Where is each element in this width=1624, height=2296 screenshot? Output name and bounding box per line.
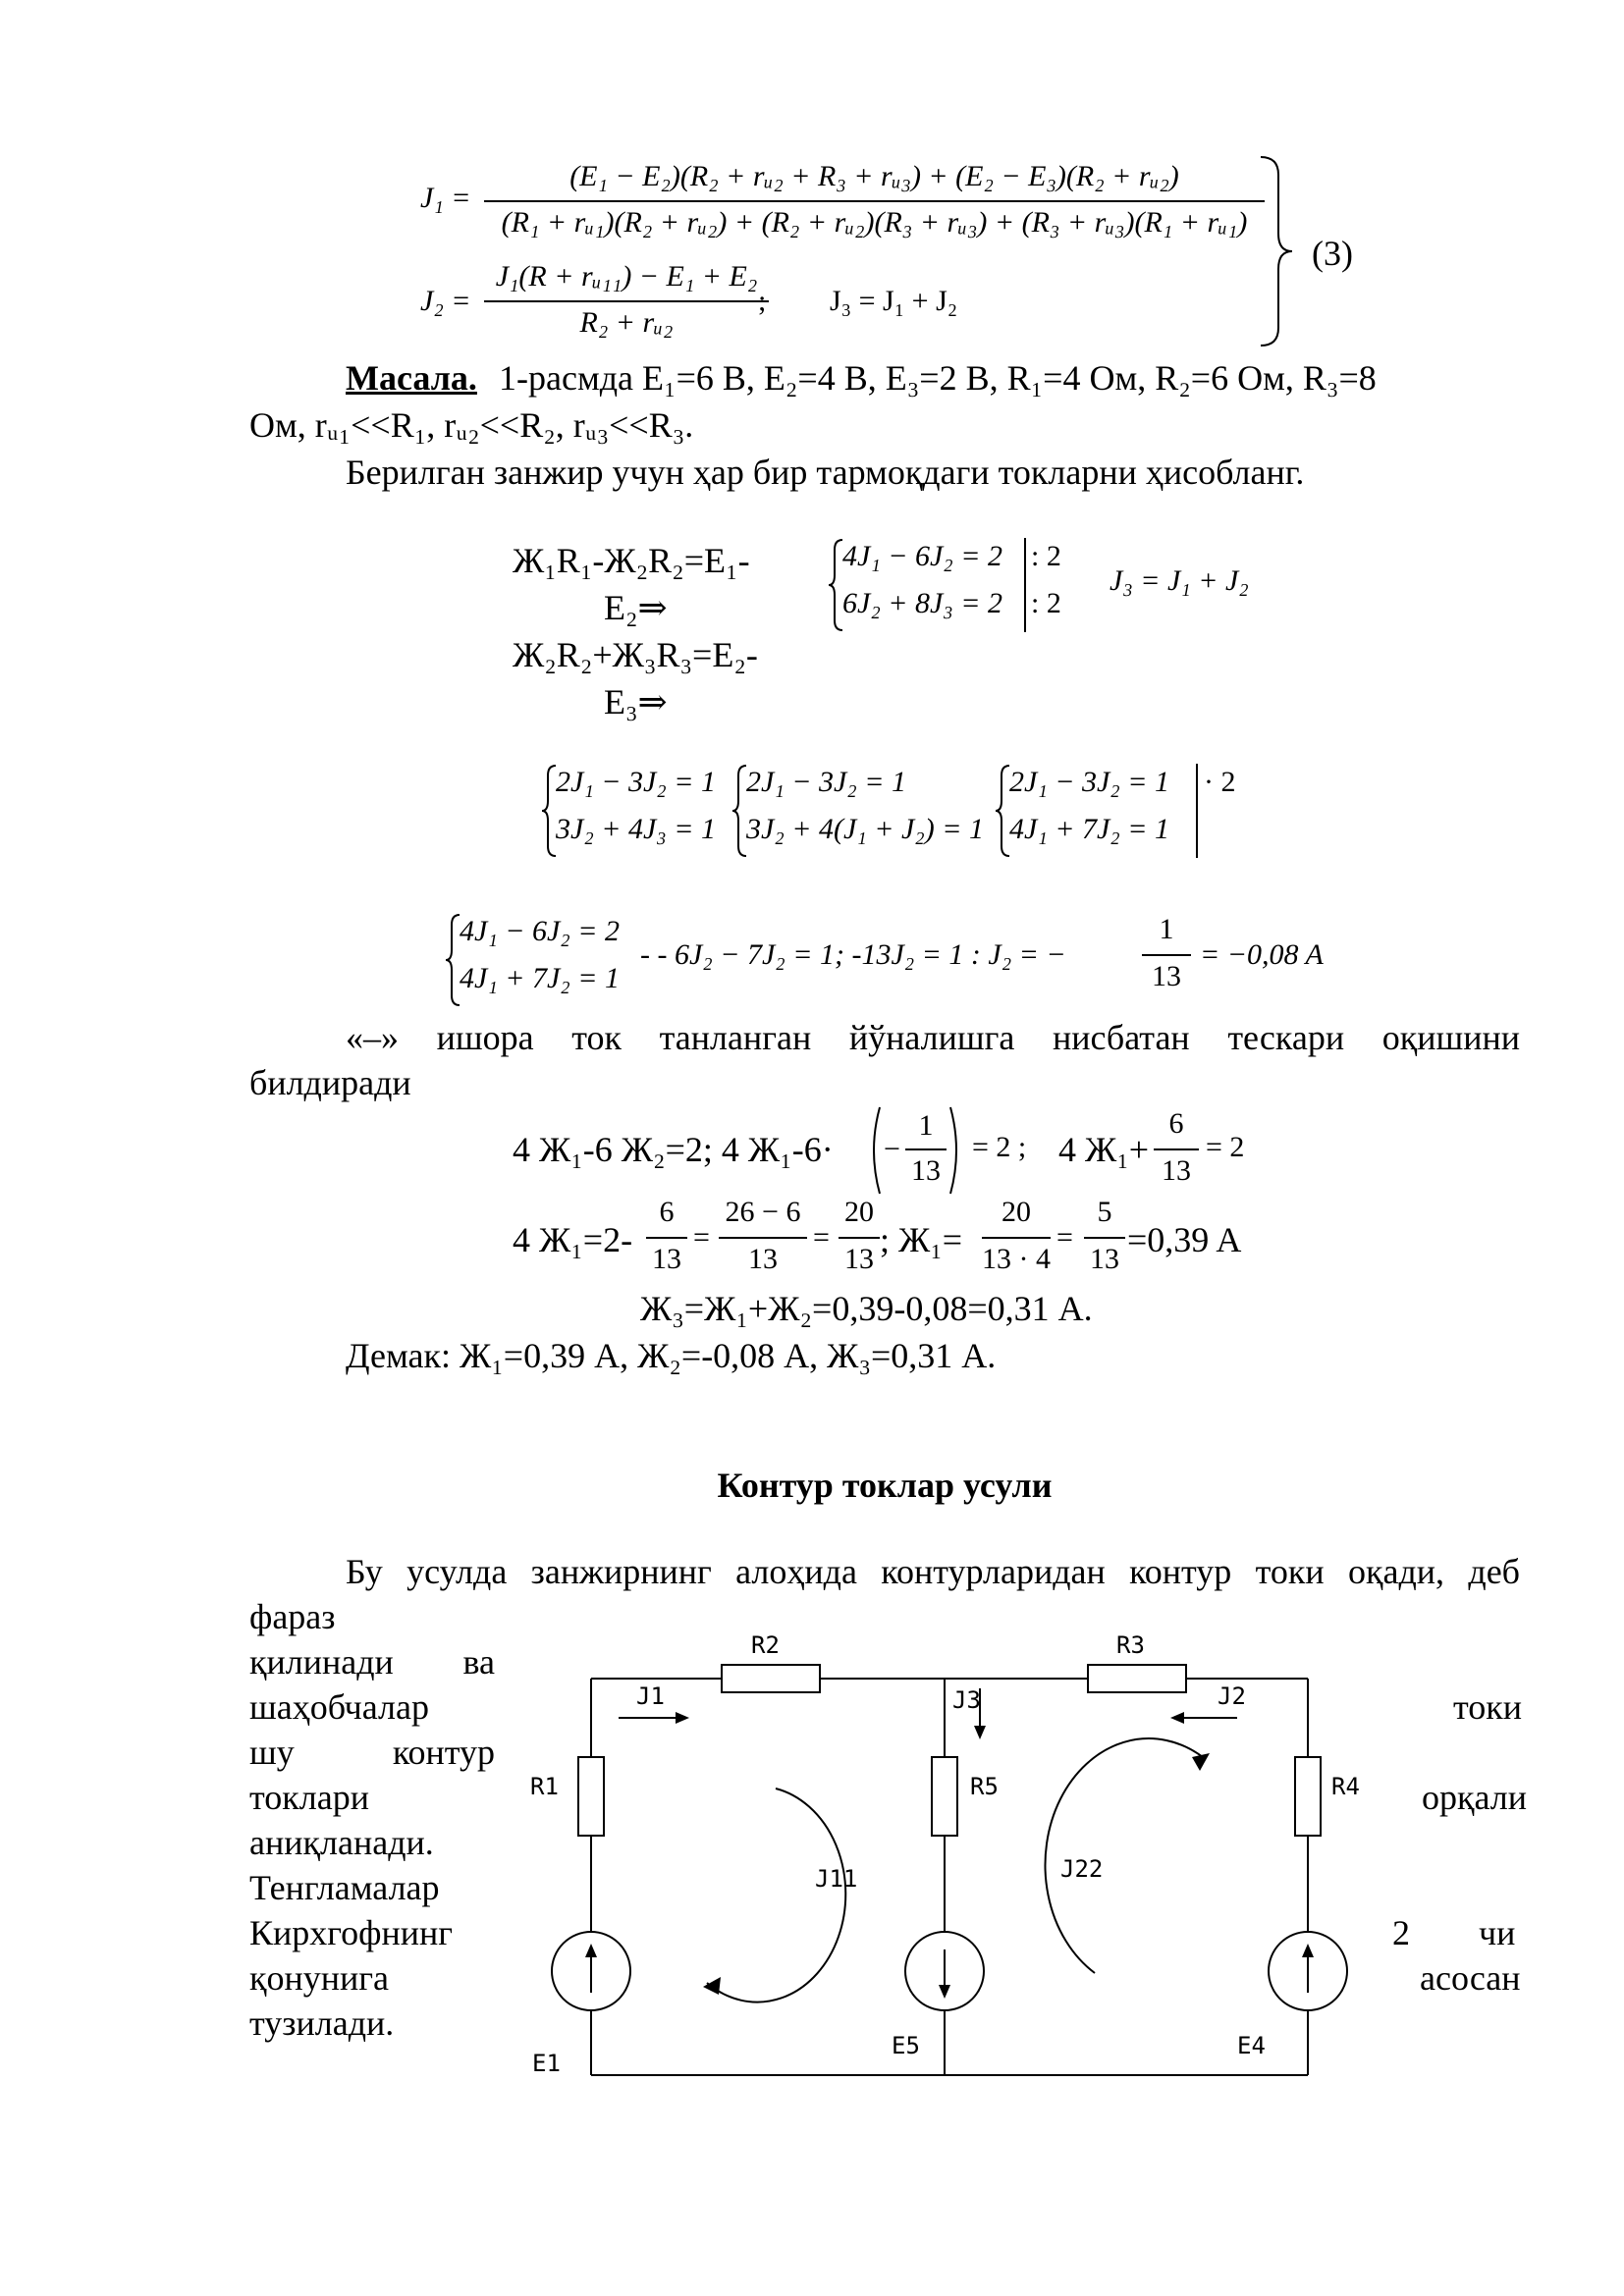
problem-line-2: Ом, rᵤ₁<<R₁, rᵤ₂<<R₂, rᵤ₃<<R₃. bbox=[249, 405, 694, 445]
para-left-5: токлари bbox=[249, 1778, 369, 1817]
calc-2-bar-5 bbox=[1084, 1237, 1125, 1239]
problem-heading: Масала. bbox=[346, 358, 477, 398]
j1-lhs: J₁ = bbox=[420, 182, 471, 214]
system-1-divisor-b: : 2 bbox=[1031, 587, 1061, 619]
label-J11: J11 bbox=[815, 1865, 858, 1893]
para-right-chi: чи bbox=[1479, 1913, 1516, 1952]
system-3-fraction-bar bbox=[1142, 954, 1191, 956]
label-R4: R4 bbox=[1331, 1773, 1360, 1800]
conclusion: Демак: Ж₁=0,39 А, Ж₂=-0,08 А, Ж₃=0,31 А. bbox=[346, 1336, 997, 1375]
kirchhoff-eq-2: Ж₂R₂+Ж₃R₃=E₂- bbox=[513, 635, 758, 674]
calc-2-den-3: 13 bbox=[844, 1243, 874, 1275]
label-R2: R2 bbox=[751, 1631, 780, 1659]
para-left-2: қилинади ва bbox=[249, 1642, 495, 1682]
calc-1-den-2: 13 bbox=[1162, 1154, 1191, 1187]
calc-2-den-4: 13 · 4 bbox=[982, 1243, 1051, 1275]
para-right-2: 2 bbox=[1392, 1913, 1410, 1952]
system-3-result: = −0,08 A bbox=[1200, 938, 1324, 971]
problem-line-3: Берилган занжир учун ҳар бир тармоқдаги токларни ҳисобланг. bbox=[346, 453, 1305, 492]
system-3-solution: - - 6J₂ − 7J₂ = 1; -13J₂ = 1 : J₂ = − bbox=[640, 938, 1066, 971]
calc-2-den-5: 13 bbox=[1090, 1243, 1119, 1275]
system-2c-eq-1: 2J₁ − 3J₂ = 1 bbox=[1009, 766, 1169, 798]
calc-1-part-1: 4 Ж₁-6 Ж₂=2; 4 Ж₁-6· bbox=[513, 1130, 834, 1169]
calc-1-den-1: 13 bbox=[911, 1154, 941, 1187]
j1-fraction-bar bbox=[484, 200, 1265, 202]
label-J1: J1 bbox=[636, 1682, 665, 1710]
calc-2-bar-3 bbox=[839, 1237, 880, 1239]
calc-2-eq-1: = bbox=[693, 1221, 710, 1254]
label-J22: J22 bbox=[1060, 1855, 1104, 1883]
calc-1-paren-group bbox=[866, 1103, 964, 1198]
system-2b-eq-1: 2J₁ − 3J₂ = 1 bbox=[746, 766, 906, 798]
para-left-7: Тенгламалар bbox=[249, 1868, 440, 1907]
label-R1: R1 bbox=[530, 1773, 559, 1800]
note-line-2: билдиради bbox=[249, 1063, 411, 1102]
calc-1-num-1: 1 bbox=[918, 1109, 934, 1142]
kirchhoff-eq-1-cont: E₂⇒ bbox=[604, 588, 668, 627]
calc-2-part-2: ; Ж₁= bbox=[880, 1220, 963, 1259]
calc-2-eq-3: = bbox=[1056, 1221, 1073, 1254]
note-line-1: «–» ишора ток танланган йўналишга нисбатан тескари оқишини bbox=[346, 1018, 1520, 1057]
calc-2-bar-2 bbox=[719, 1237, 807, 1239]
system-3-denominator: 13 bbox=[1152, 960, 1181, 992]
calc-2-part-1: 4 Ж₁=2- bbox=[513, 1220, 633, 1259]
para-right-toki: токи bbox=[1453, 1687, 1523, 1727]
system-1-divisor-a: : 2 bbox=[1031, 540, 1061, 572]
system-3-numerator: 1 bbox=[1159, 913, 1174, 945]
j1-denominator: (R₁ + rᵤ₁)(R₂ + rᵤ₂) + (R₂ + rᵤ₂)(R₃ + rᵤ₃) + (R₃ + rᵤ₃)(R₁ + rᵤ₁) bbox=[501, 206, 1248, 239]
system-2b-eq-2: 3J₂ + 4(J₁ + J₂) = 1 bbox=[746, 813, 984, 845]
system-2a-eq-2: 3J₂ + 4J₃ = 1 bbox=[556, 813, 716, 845]
kirchhoff-eq-2-cont: E₃⇒ bbox=[604, 682, 668, 721]
para-right-asosan: асосан bbox=[1420, 1958, 1521, 1998]
j2-fraction-bar bbox=[484, 300, 769, 302]
para-left-6: аниқланади. bbox=[249, 1823, 434, 1862]
calc-2-num-3: 20 bbox=[844, 1196, 874, 1228]
system-1-eq-b: 6J₂ + 8J₃ = 2 bbox=[842, 587, 1002, 619]
system-3-eq-1: 4J₁ − 6J₂ = 2 bbox=[460, 915, 620, 947]
label-E4: E4 bbox=[1237, 2032, 1266, 2059]
circuit-diagram bbox=[511, 1610, 1360, 2081]
calc-2-num-4: 20 bbox=[1001, 1196, 1031, 1228]
label-J3: J3 bbox=[952, 1686, 981, 1714]
calc-2-den-2: 13 bbox=[748, 1243, 778, 1275]
calc-2-eq-2: = bbox=[813, 1221, 830, 1254]
calc-2-bar-1 bbox=[646, 1237, 687, 1239]
equation-number: (3) bbox=[1312, 234, 1353, 273]
j3-formula: J₃ = J₁ + J₂ bbox=[830, 285, 958, 317]
system-1-divider bbox=[1024, 538, 1026, 632]
system-1-j3: J₃ = J₁ + J₂ bbox=[1110, 564, 1249, 597]
problem-line-1: 1-расмда E₁=6 В, E₂=4 В, E₃=2 В, R₁=4 Ом, R₂=6 Ом, R₃=8 bbox=[499, 358, 1377, 398]
label-R5: R5 bbox=[970, 1773, 999, 1800]
para-left-3: шаҳобчалар bbox=[249, 1687, 429, 1727]
calc-1-minus: − bbox=[884, 1133, 900, 1165]
section-title: Контур токлар усули bbox=[717, 1466, 1053, 1505]
calc-1-part-4: = 2 bbox=[1206, 1131, 1245, 1163]
j2-numerator: J₁(R + rᵤ₁₁) − E₁ + E₂ bbox=[495, 260, 758, 293]
j2-lhs: J₂ = bbox=[420, 285, 471, 317]
j2-semicolon: ; bbox=[758, 285, 767, 317]
calc-1-bar-1 bbox=[905, 1148, 947, 1150]
para-left-1: фараз bbox=[249, 1597, 336, 1636]
label-R3: R3 bbox=[1116, 1631, 1145, 1659]
calc-3: Ж₃=Ж₁+Ж₂=0,39-0,08=0,31 A. bbox=[640, 1289, 1093, 1328]
calc-2-part-3: =0,39 A bbox=[1127, 1220, 1242, 1259]
para-left-9: қонунига bbox=[249, 1958, 390, 1998]
calc-1-num-2: 6 bbox=[1168, 1107, 1184, 1140]
calc-2-num-5: 5 bbox=[1097, 1196, 1112, 1228]
calc-2-num-1: 6 bbox=[659, 1196, 675, 1228]
system-2-multiplier: · 2 bbox=[1204, 766, 1236, 798]
kirchhoff-eq-1: Ж₁R₁-Ж₂R₂=E₁- bbox=[513, 541, 750, 580]
right-brace bbox=[1257, 155, 1296, 347]
system-2a-eq-1: 2J₁ − 3J₂ = 1 bbox=[556, 766, 716, 798]
system-2c-eq-2: 4J₁ + 7J₂ = 1 bbox=[1009, 813, 1169, 845]
label-E1: E1 bbox=[532, 2050, 561, 2077]
label-E5: E5 bbox=[892, 2032, 920, 2059]
system-1-eq-a: 4J₁ − 6J₂ = 2 bbox=[842, 540, 1002, 572]
calc-2-den-1: 13 bbox=[652, 1243, 681, 1275]
para-right-orqali: орқали bbox=[1422, 1778, 1528, 1817]
para-line-1: Бу усулда занжирнинг алоҳида контурларидан контур токи оқади, деб bbox=[346, 1552, 1520, 1591]
system-3-eq-2: 4J₁ + 7J₂ = 1 bbox=[460, 962, 620, 994]
para-left-8: Кирхгофнинг bbox=[249, 1913, 454, 1952]
j1-numerator: (E₁ − E₂)(R₂ + rᵤ₂ + R₃ + rᵤ₃) + (E₂ − E₃)(R₂ + rᵤ₂) bbox=[569, 160, 1179, 192]
calc-1-part-2: = 2 ; bbox=[972, 1131, 1027, 1163]
system-2-divider bbox=[1196, 764, 1198, 858]
calc-2-bar-4 bbox=[982, 1237, 1051, 1239]
calc-2-num-2: 26 − 6 bbox=[725, 1196, 801, 1228]
label-J2: J2 bbox=[1218, 1682, 1246, 1710]
calc-1-part-3: 4 Ж₁+ bbox=[1058, 1130, 1150, 1169]
para-left-10: тузилади. bbox=[249, 2003, 395, 2043]
para-left-4: шу контур bbox=[249, 1733, 495, 1772]
j2-denominator: R₂ + rᵤ₂ bbox=[579, 306, 674, 339]
calc-1-bar-2 bbox=[1154, 1148, 1199, 1150]
